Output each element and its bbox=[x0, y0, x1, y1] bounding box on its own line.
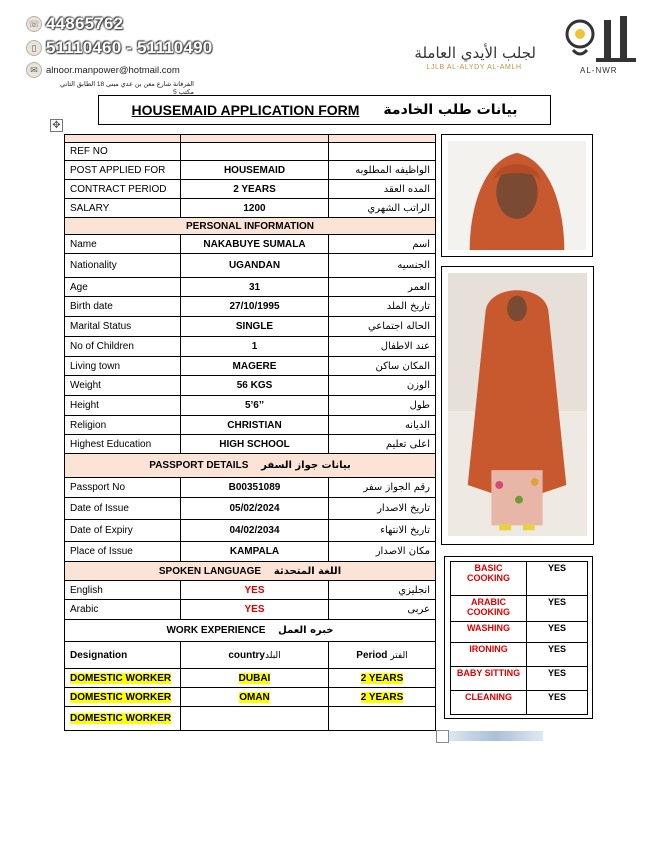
table-row bbox=[65, 707, 436, 731]
marital-value: SINGLE bbox=[181, 317, 329, 337]
table-row bbox=[65, 416, 436, 435]
passport-no-label: Passport No bbox=[65, 478, 181, 498]
table-row bbox=[65, 376, 436, 396]
table-row bbox=[65, 199, 436, 218]
personal-heading: PERSONAL INFORMATION bbox=[65, 218, 436, 235]
table-row bbox=[65, 180, 436, 199]
passport-heading-ar: بيانات جواز السفر bbox=[261, 460, 351, 471]
table-row bbox=[65, 161, 436, 180]
title-english: HOUSEMAID APPLICATION FORM bbox=[131, 102, 360, 118]
skill-value: YES bbox=[527, 691, 588, 715]
ref-no-value bbox=[181, 143, 329, 161]
salary-arabic: الراتب الشهري bbox=[329, 199, 436, 218]
table-row bbox=[65, 297, 436, 317]
place-issue-value: KAMPALA bbox=[181, 542, 329, 562]
country-header bbox=[181, 642, 329, 669]
table-row bbox=[65, 143, 436, 161]
mobile-icon: ▯ bbox=[26, 40, 42, 56]
table-row bbox=[65, 317, 436, 337]
living-town-value: MAGERE bbox=[181, 357, 329, 376]
phone-icon: ☏ bbox=[26, 16, 42, 32]
marital-arabic: الحاله اجتماعي bbox=[329, 317, 436, 337]
mobile-row bbox=[26, 38, 216, 58]
table-row bbox=[451, 562, 588, 596]
table-row bbox=[451, 667, 588, 691]
designation-cell bbox=[65, 688, 181, 707]
experience-heading-en: WORK EXPERIENCE bbox=[166, 625, 266, 636]
phone-alt: 51110460 - 51110490 bbox=[46, 38, 213, 57]
table-row bbox=[65, 498, 436, 520]
arabic-arabic: عربى bbox=[329, 600, 436, 620]
designation-value: DOMESTIC WORKER bbox=[70, 713, 172, 724]
headshot-image-icon bbox=[448, 141, 586, 250]
skill-name: ARABIC COOKING bbox=[451, 596, 527, 622]
birthdate-value: 27/10/1995 bbox=[181, 297, 329, 317]
skills-table bbox=[450, 561, 588, 715]
children-arabic: عند الاطفال bbox=[329, 337, 436, 357]
post-value: HOUSEMAID bbox=[181, 161, 329, 180]
table-row bbox=[451, 691, 588, 715]
name-arabic: اسم bbox=[329, 235, 436, 254]
title-arabic: بيانات طلب الخادمة bbox=[383, 102, 518, 118]
expiry-date-label: Date of Expiry bbox=[65, 520, 181, 542]
issue-date-arabic: تاريخ الاصدار bbox=[329, 498, 436, 520]
logo-arabic: لجلب الأيدي العاملة bbox=[414, 44, 536, 62]
age-value: 31 bbox=[181, 278, 329, 297]
period-value: 2 YEARS bbox=[360, 672, 404, 684]
name-label: Name bbox=[65, 235, 181, 254]
nationality-arabic: الجنسيه bbox=[329, 254, 436, 278]
designation-value: DOMESTIC WORKER bbox=[70, 691, 172, 703]
contract-label: CONTRACT PERIOD bbox=[65, 180, 181, 199]
children-value: 1 bbox=[181, 337, 329, 357]
table-row bbox=[65, 520, 436, 542]
address-text: الفرفانة شارع معن بن عدي مبنى 18 الطابق الثاني مكتب 5 bbox=[60, 81, 194, 96]
skill-value: YES bbox=[527, 622, 588, 643]
designation-header: Designation bbox=[65, 642, 181, 669]
table-row bbox=[65, 581, 436, 600]
application-table bbox=[64, 134, 436, 731]
marital-label: Marital Status bbox=[65, 317, 181, 337]
table-row bbox=[451, 622, 588, 643]
contract-arabic: المده العقد bbox=[329, 180, 436, 199]
passport-no-value: B00351089 bbox=[181, 478, 329, 498]
expiry-date-arabic: تاريخ الانتهاء bbox=[329, 520, 436, 542]
table-row bbox=[65, 278, 436, 297]
experience-heading bbox=[65, 620, 436, 642]
logo-english: LJLB AL-ALYDY AL-AMLH bbox=[426, 64, 522, 71]
height-arabic: طول bbox=[329, 396, 436, 416]
period-cell bbox=[329, 688, 436, 707]
age-label: Age bbox=[65, 278, 181, 297]
weight-label: Weight bbox=[65, 376, 181, 396]
religion-arabic: الديانه bbox=[329, 416, 436, 435]
logo-brand: AL-NWR bbox=[580, 66, 618, 75]
arabic-value: YES bbox=[181, 600, 329, 620]
skill-name: WASHING bbox=[451, 622, 527, 643]
skill-name: BABY SITTING bbox=[451, 667, 527, 691]
religion-value: CHRISTIAN bbox=[181, 416, 329, 435]
full-body-image-icon bbox=[448, 273, 587, 536]
weight-arabic: الوزن bbox=[329, 376, 436, 396]
designation-cell bbox=[65, 707, 181, 731]
name-value: NAKABUYE SUMALA bbox=[181, 235, 329, 254]
skill-name: IRONING bbox=[451, 643, 527, 667]
skill-value: YES bbox=[527, 667, 588, 691]
table-row bbox=[65, 669, 436, 688]
period-header-ar: الفتر bbox=[390, 650, 408, 661]
salary-value: 1200 bbox=[181, 199, 329, 218]
english-label: English bbox=[65, 581, 181, 600]
photo-edge bbox=[447, 731, 543, 741]
email-text: alnoor.manpower@hotmail.com bbox=[46, 64, 180, 76]
table-row bbox=[65, 357, 436, 376]
skills-box bbox=[444, 556, 593, 719]
full-body-photo bbox=[441, 266, 594, 545]
skill-value: YES bbox=[527, 643, 588, 667]
section-language bbox=[65, 562, 436, 581]
table-row bbox=[451, 596, 588, 622]
period-value bbox=[329, 707, 436, 731]
email-row bbox=[26, 62, 216, 78]
table-row bbox=[65, 235, 436, 254]
issue-date-value: 05/02/2024 bbox=[181, 498, 329, 520]
experience-header-row bbox=[65, 642, 436, 669]
skill-name: BASIC COOKING bbox=[451, 562, 527, 596]
age-arabic: العمر bbox=[329, 278, 436, 297]
place-issue-arabic: مكان الاصدار bbox=[329, 542, 436, 562]
skill-name: CLEANING bbox=[451, 691, 527, 715]
period-value: 2 YEARS bbox=[360, 691, 404, 703]
period-header bbox=[329, 642, 436, 669]
issue-date-label: Date of Issue bbox=[65, 498, 181, 520]
table-row bbox=[65, 542, 436, 562]
skill-value: YES bbox=[527, 596, 588, 622]
birthdate-label: Birth date bbox=[65, 297, 181, 317]
ref-no-arabic bbox=[329, 143, 436, 161]
phone-main: 44865762 bbox=[46, 14, 124, 33]
arabic-label: Arabic bbox=[65, 600, 181, 620]
table-row bbox=[65, 254, 436, 278]
ref-no-label: REF NO bbox=[65, 143, 181, 161]
contact-block bbox=[26, 14, 216, 96]
table-row bbox=[65, 688, 436, 707]
email-icon: ✉ bbox=[26, 62, 42, 78]
salary-label: SALARY bbox=[65, 199, 181, 218]
designation-value: DOMESTIC WORKER bbox=[70, 672, 172, 684]
table-row bbox=[65, 600, 436, 620]
country-value bbox=[181, 707, 329, 731]
post-label: POST APPLIED FOR bbox=[65, 161, 181, 180]
table-move-handle-icon[interactable]: ✥ bbox=[50, 119, 63, 132]
company-logo-icon bbox=[556, 14, 640, 66]
headshot-photo bbox=[441, 134, 593, 257]
country-value: DUBAI bbox=[238, 672, 271, 684]
education-arabic: اعلى تعليم bbox=[329, 435, 436, 454]
language-heading bbox=[65, 562, 436, 581]
education-label: Highest Education bbox=[65, 435, 181, 454]
religion-label: Religion bbox=[65, 416, 181, 435]
country-value: OMAN bbox=[239, 691, 270, 703]
top-spacer-row bbox=[65, 135, 436, 143]
passport-no-arabic: رقم الجواز سفر bbox=[329, 478, 436, 498]
living-town-arabic: المكان ساكن bbox=[329, 357, 436, 376]
passport-heading-en: PASSPORT DETAILS bbox=[149, 460, 249, 471]
english-value: YES bbox=[181, 581, 329, 600]
resize-handle-icon[interactable] bbox=[436, 730, 449, 743]
designation-cell bbox=[65, 669, 181, 688]
height-label: Height bbox=[65, 396, 181, 416]
section-experience bbox=[65, 620, 436, 642]
living-town-label: Living town bbox=[65, 357, 181, 376]
place-issue-label: Place of Issue bbox=[65, 542, 181, 562]
contract-value: 2 YEARS bbox=[181, 180, 329, 199]
passport-heading bbox=[65, 454, 436, 478]
expiry-date-value: 04/02/2034 bbox=[181, 520, 329, 542]
phone-row bbox=[26, 14, 216, 34]
language-heading-en: SPOKEN LANGUAGE bbox=[158, 565, 262, 577]
table-row bbox=[65, 435, 436, 454]
experience-heading-ar: خبره العمل bbox=[278, 625, 334, 636]
weight-value: 56 KGS bbox=[181, 376, 329, 396]
form-title-box bbox=[98, 95, 551, 125]
education-value: HIGH SCHOOL bbox=[181, 435, 329, 454]
country-header-ar: البلد bbox=[265, 650, 281, 661]
period-header-en: Period bbox=[356, 649, 388, 661]
country-cell bbox=[181, 688, 329, 707]
period-cell bbox=[329, 669, 436, 688]
nationality-value: UGANDAN bbox=[181, 254, 329, 278]
post-arabic: الواظيفه المطلوبه bbox=[329, 161, 436, 180]
english-arabic: انجليزي bbox=[329, 581, 436, 600]
section-personal bbox=[65, 218, 436, 235]
children-label: No of Children bbox=[65, 337, 181, 357]
height-value: 5’6’’ bbox=[181, 396, 329, 416]
table-row bbox=[451, 643, 588, 667]
table-row bbox=[65, 396, 436, 416]
language-heading-ar: اللغة المتحدثة bbox=[273, 565, 342, 577]
table-row bbox=[65, 478, 436, 498]
skill-value: YES bbox=[527, 562, 588, 596]
country-header-en: country bbox=[228, 649, 265, 661]
section-passport bbox=[65, 454, 436, 478]
country-cell bbox=[181, 669, 329, 688]
table-row bbox=[65, 337, 436, 357]
nationality-label: Nationality bbox=[65, 254, 181, 278]
birthdate-arabic: تاريخ الملد bbox=[329, 297, 436, 317]
